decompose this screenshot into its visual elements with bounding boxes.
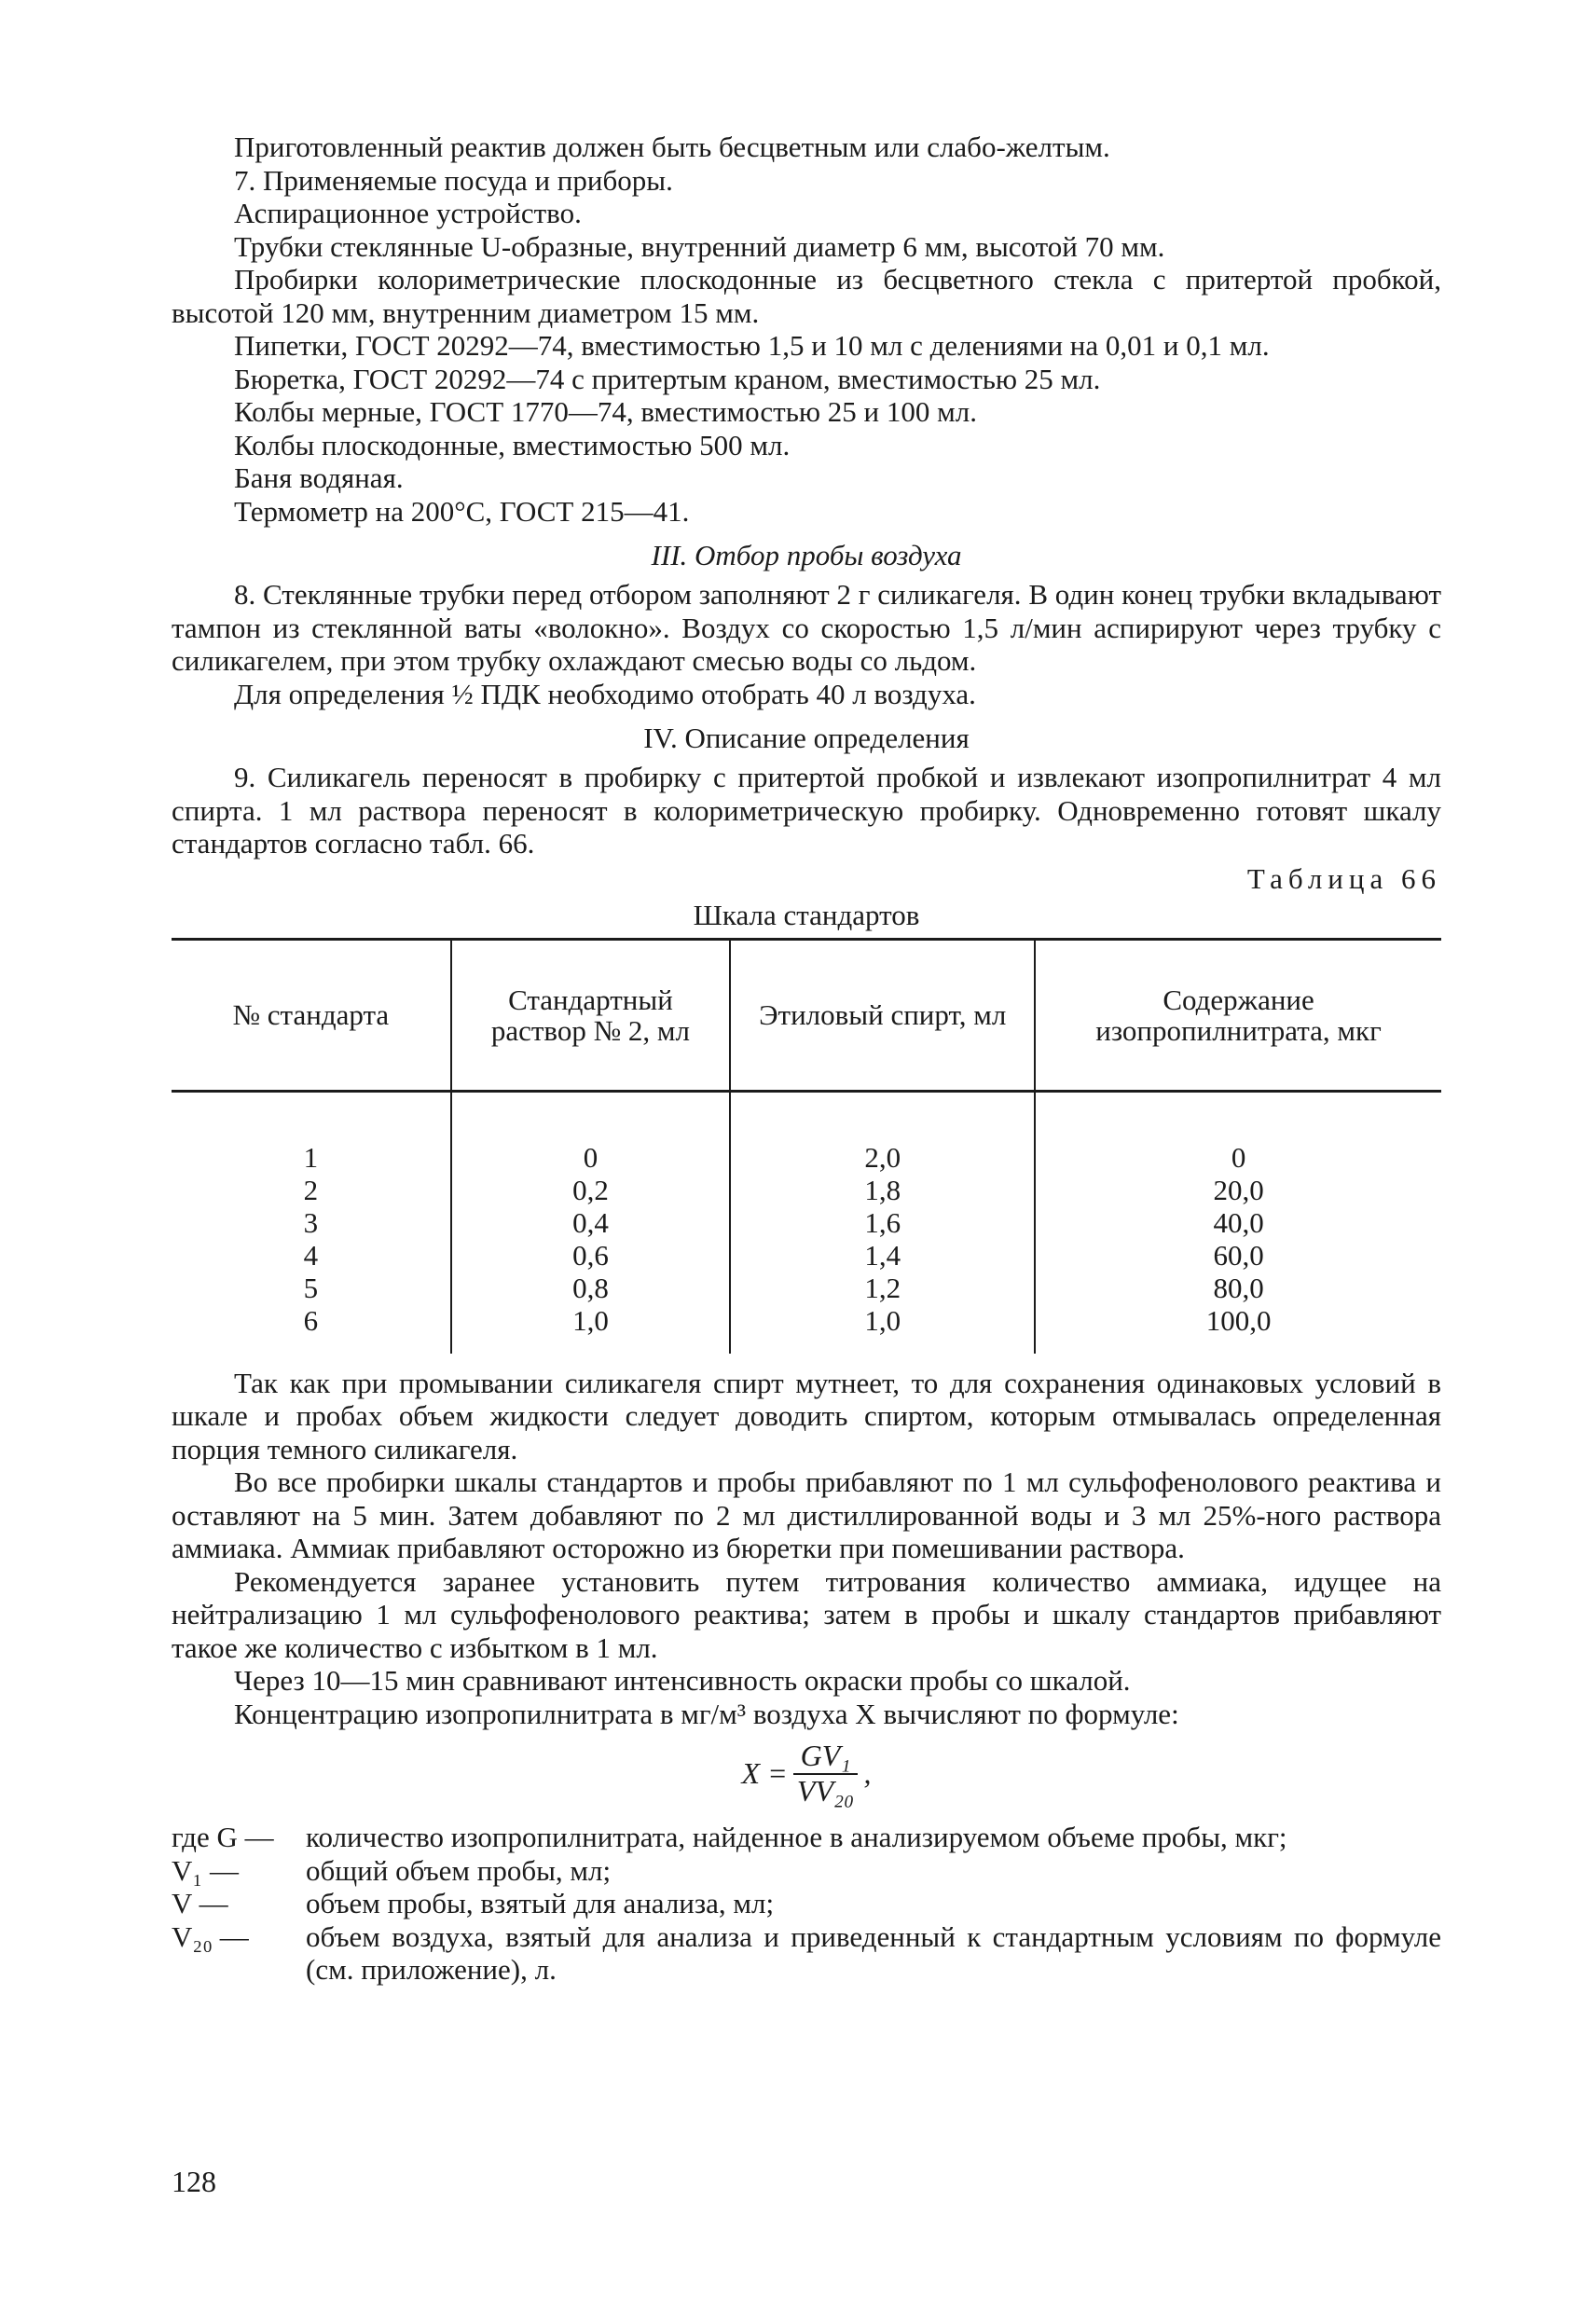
table-cell: 1,6: [730, 1206, 1035, 1239]
legend-symbol: V —: [172, 1887, 228, 1919]
table-cell: 1,2: [730, 1272, 1035, 1304]
table-cell: 1: [303, 1140, 319, 1174]
table-header-standard-solution: Стандартный раствор № 2, мл: [451, 939, 731, 1091]
paragraph-sampling-volume: Для определения ½ ПДК необходимо отобрать 40 л воздуха.: [234, 677, 976, 710]
table-row: [172, 1304, 1441, 1337]
table-title: Шкала стандартов: [693, 899, 920, 931]
table-cell: 0,6: [451, 1239, 731, 1272]
table-row: [172, 1239, 1441, 1272]
paragraph-volumetric-flasks: Колбы мерные, ГОСТ 1770—74, вместимостью 25 и 100 мл.: [234, 395, 977, 428]
paragraph-flat-flasks: Колбы плоскодонные, вместимостью 500 мл.: [234, 428, 791, 461]
legend-symbol: где G —: [172, 1821, 274, 1853]
paragraph-comparison: Через 10—15 мин сравнивают интенсивность окраски пробы со шкалой.: [234, 1664, 1131, 1697]
table-cell: 0: [451, 1141, 731, 1174]
table-cell: 1,0: [451, 1304, 731, 1337]
table-cell: 0,8: [451, 1272, 731, 1304]
formula-tail: ,: [863, 1755, 872, 1790]
table-cell: 1,8: [730, 1174, 1035, 1206]
page-number: 128: [172, 2165, 216, 2198]
table-header-standard-number: № стандарта: [172, 939, 451, 1091]
paragraph-equipment-heading: 7. Применяемые посуда и приборы.: [234, 163, 673, 197]
formula-numerator: GV₁: [793, 1740, 859, 1775]
legend-symbol: V₁ —: [172, 1853, 239, 1887]
formula-legend: [172, 1821, 1441, 1987]
table-cell: 2,0: [730, 1141, 1035, 1174]
table-header-ethanol: Этиловый спирт, мл: [730, 939, 1035, 1091]
paragraph-reagent-color: Приготовленный реактив должен быть бесцветным или слабо-желтым.: [234, 131, 1110, 163]
paragraph-sampling: 8. Стеклянные трубки перед отбором заполняют 2 г силикагеля. В один конец трубки вкладывают тампон из стеклянной ваты «волокно». Воздух со скоростью 1,5 л/мин аспирируют через трубку с силикагелем, при этом трубку охлаждают смесью воды со льдом.: [172, 578, 1441, 677]
paragraph-procedure: 9. Силикагель переносят в пробирку с притертой пробкой и извлекают изопропилнитрат 4 мл спирта. 1 мл раствора переносят в колориметрическую пробирку. Одновременно готовят шкалу стандартов согласно табл. 66.: [172, 761, 1441, 860]
table-cell: 1,4: [730, 1239, 1035, 1272]
table-cell: 20,0: [1035, 1174, 1441, 1206]
paragraph-titration: Рекомендуется заранее установить путем титрования количество аммиака, идущее на нейтрализацию 1 мл сульфофенолового реактива; затем в пробы и шкалу стандартов прибавляют такое же количество с избытком в 1 мл.: [172, 1564, 1441, 1664]
section-heading-procedure: IV. Описание определения: [643, 722, 970, 754]
paragraph-burette: Бюретка, ГОСТ 20292—74 с притертым краном, вместимостью 25 мл.: [234, 362, 1101, 395]
table-cell: 5: [303, 1271, 319, 1304]
legend-definition: количество изопропилнитрата, найденное в анализируемом объеме пробы, мкг;: [306, 1821, 1287, 1853]
paragraph-u-tubes: Трубки стеклянные U-образные, внутренний диаметр 6 мм, высотой 70 мм.: [234, 229, 1165, 263]
concentration-formula: [172, 1740, 1441, 1808]
table-cell: 6: [303, 1303, 319, 1337]
table-cell: 80,0: [1035, 1272, 1441, 1304]
legend-symbol: V₂₀ —: [172, 1919, 249, 1953]
paragraph-aspirator: Аспирационное устройство.: [234, 197, 582, 229]
table-cell: 2: [303, 1173, 319, 1206]
document-page: [172, 131, 1441, 1987]
paragraph-pipettes: Пипетки, ГОСТ 20292—74, вместимостью 1,5 и 10 мл с делениями на 0,01 и 0,1 мл.: [234, 329, 1270, 362]
table-cell: 4: [303, 1238, 319, 1272]
table-cell: 0: [1035, 1141, 1441, 1174]
paragraph-reagent-addition: Во все пробирки шкалы стандартов и пробы прибавляют по 1 мл сульфофенолового реактива и оставляют на 5 мин. Затем добавляют по 2 мл дистиллированной воды и 3 мл 25%-ного раствора аммиака. Аммиак прибавляют осторожно из бюретки при помешивании раствора.: [172, 1465, 1441, 1564]
formula-denominator: VV₂₀: [796, 1773, 855, 1808]
legend-definition: общий объем пробы, мл;: [306, 1853, 612, 1887]
legend-definition: объем воздуха, взятый для анализа и приведенный к стандартным условиям по формуле (см. приложение), л.: [306, 1919, 1441, 1986]
paragraph-alcohol-turbidity: Так как при промывании силикагеля спирт мутнеет, то для сохранения одинаковых условий в шкале и пробах объем жидкости следует доводить спиртом, которым отмывалась определенная порция темного силикагеля.: [172, 1366, 1441, 1465]
table-cell: 60,0: [1035, 1239, 1441, 1272]
table-cell: 0,2: [451, 1174, 731, 1206]
table-row: [172, 1141, 1441, 1174]
standards-table: [172, 938, 1441, 1354]
formula-lhs: X =: [741, 1755, 788, 1790]
table-cell: 40,0: [1035, 1206, 1441, 1239]
legend-definition: объем пробы, взятый для анализа, мл;: [306, 1887, 775, 1919]
table-cell: 100,0: [1035, 1304, 1441, 1337]
table-cell: 0,4: [451, 1206, 731, 1239]
formula-fraction: [793, 1740, 859, 1808]
table-row: [172, 1272, 1441, 1304]
section-heading-sampling: III. Отбор пробы воздуха: [651, 539, 962, 571]
table-row: [172, 1206, 1441, 1239]
table-cell: 1,0: [730, 1304, 1035, 1337]
table-header-content: Содержание изопропилнитрата, мкг: [1035, 939, 1441, 1091]
paragraph-water-bath: Баня водяная.: [234, 461, 404, 494]
paragraph-thermometer: Термометр на 200°С, ГОСТ 215—41.: [234, 494, 690, 528]
table-row: [172, 1174, 1441, 1206]
table-label: Таблица 66: [1246, 861, 1441, 895]
paragraph-test-tubes: Пробирки колориметрические плоскодонные из бесцветного стекла с притертой пробкой, высотой 120 мм, внутренним диаметром 15 мм.: [172, 263, 1441, 329]
paragraph-formula-intro: Концентрацию изопропилнитрата в мг/м³ воздуха X вычисляют по формуле:: [234, 1697, 1179, 1730]
table-cell: 3: [303, 1205, 319, 1239]
